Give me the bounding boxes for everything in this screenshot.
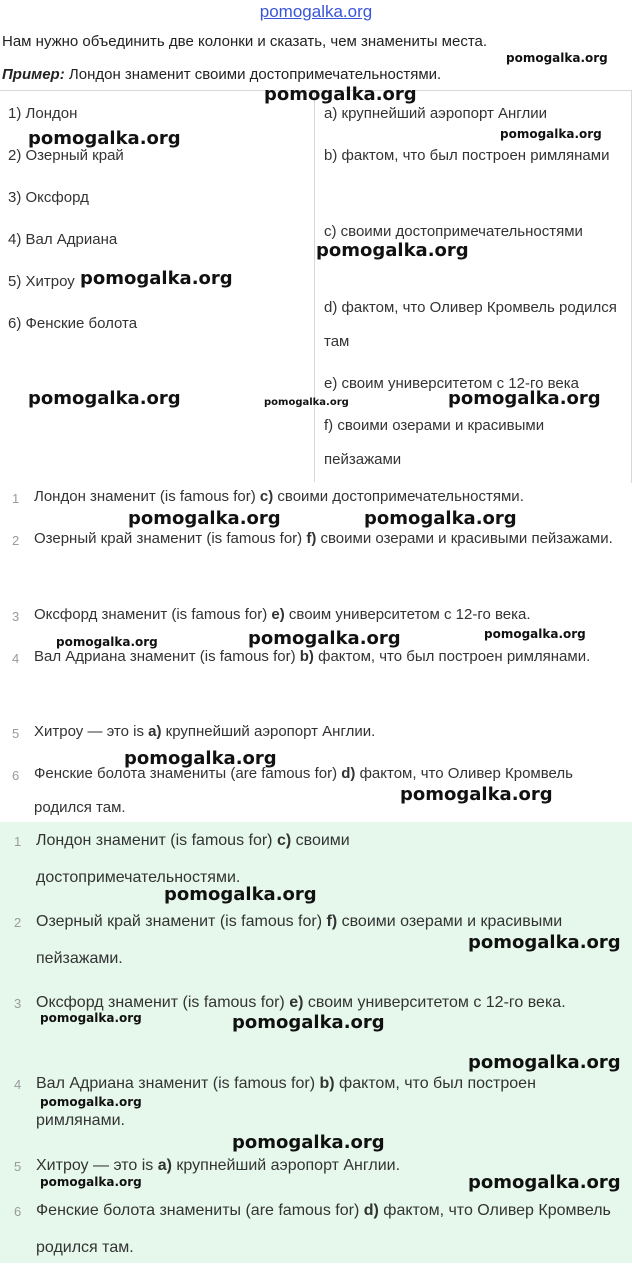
fame-item: а) крупнейший аэропорт Англии bbox=[324, 105, 547, 122]
place-item: 2) Озерный край bbox=[8, 147, 124, 164]
place-item: 1) Лондон bbox=[8, 105, 78, 122]
answer-number: 1 bbox=[12, 491, 20, 506]
answer-text: Озерный край знаменит (is famous for) f) своими озерами и красивыми пейзажами. bbox=[36, 913, 563, 967]
fame-item: d) фактом, что Оливер Кромвель родился там bbox=[324, 299, 617, 350]
watermark: pomogalka.org bbox=[124, 748, 277, 769]
watermark: pomogalka.org bbox=[484, 627, 586, 641]
watermark: pomogalka.org bbox=[80, 268, 233, 289]
answer-number: 3 bbox=[14, 996, 22, 1011]
watermark: pomogalka.org bbox=[28, 388, 181, 409]
watermark: pomogalka.org bbox=[468, 1172, 621, 1193]
watermark: pomogalka.org bbox=[448, 388, 601, 409]
watermark: pomogalka.org bbox=[364, 508, 517, 529]
answer-number: 3 bbox=[12, 609, 20, 624]
fame-item: с) своими достопримечательностями bbox=[324, 223, 583, 240]
answer-number: 4 bbox=[14, 1077, 22, 1092]
answer-text: Озерный край знаменит (is famous for) f) своими озерами и красивыми пейзажами. bbox=[34, 530, 613, 547]
watermark: pomogalka.org bbox=[232, 1132, 385, 1153]
answer-text: Фенские болота знамениты (are famous for) d) фактом, что Оливер Кромвель родился там. bbox=[36, 1202, 611, 1256]
answer-text: Оксфорд знаменит (is famous for) e) своим университетом с 12-го века. bbox=[34, 606, 531, 623]
watermark: pomogalka.org bbox=[264, 84, 417, 105]
answer-number: 1 bbox=[14, 834, 22, 849]
answer-text: Хитроу — это is a) крупнейший аэропорт Англии. bbox=[34, 723, 376, 740]
watermark: pomogalka.org bbox=[264, 397, 349, 408]
watermark: pomogalka.org bbox=[164, 884, 317, 905]
watermark: pomogalka.org bbox=[56, 635, 158, 649]
watermark: pomogalka.org bbox=[316, 240, 469, 261]
place-item: 3) Оксфорд bbox=[8, 189, 89, 206]
place-item: 5) Хитроу bbox=[8, 273, 75, 290]
answer-number: 2 bbox=[14, 915, 22, 930]
watermark: pomogalka.org bbox=[506, 51, 608, 65]
answer-text: Фенские болота знамениты (are famous for) d) фактом, что Оливер Кромвель родился там. bbox=[34, 765, 573, 816]
watermark: pomogalka.org bbox=[28, 128, 181, 149]
task-instruction: Нам нужно объединить две колонки и сказать, чем знамениты места. bbox=[2, 33, 488, 50]
answer-text: Лондон знаменит (is famous for) c) своими достопримечательностями. bbox=[34, 488, 524, 505]
watermark: pomogalka.org bbox=[40, 1011, 142, 1025]
watermark: pomogalka.org bbox=[468, 1052, 621, 1073]
watermark: pomogalka.org bbox=[400, 784, 553, 805]
answer-number: 6 bbox=[14, 1204, 22, 1219]
answer-number: 6 bbox=[12, 768, 20, 783]
table-divider bbox=[314, 90, 315, 482]
watermark: pomogalka.org bbox=[40, 1175, 142, 1189]
fame-item: b) фактом, что был построен римлянами bbox=[324, 147, 610, 164]
watermark: pomogalka.org bbox=[128, 508, 281, 529]
watermark: pomogalka.org bbox=[40, 1095, 142, 1109]
site-header-link[interactable]: pomogalka.org bbox=[259, 2, 373, 21]
watermark: pomogalka.org bbox=[248, 628, 401, 649]
answer-text: Оксфорд знаменит (is famous for) e) своим университетом с 12-го века. bbox=[36, 994, 566, 1011]
table-right-column bbox=[324, 97, 624, 477]
answer-text: Лондон знаменит (is famous for) c) своими достопримечательностями. bbox=[36, 832, 350, 886]
place-item: 4) Вал Адриана bbox=[8, 231, 118, 248]
answer-number: 4 bbox=[12, 651, 20, 666]
fame-item: е) своим университетом с 12-го века bbox=[324, 375, 579, 392]
example-text: Лондон знаменит своими достопримечательностями. bbox=[64, 66, 442, 83]
example-line bbox=[2, 66, 441, 83]
answer-text: Хитроу — это is a) крупнейший аэропорт Англии. bbox=[36, 1157, 401, 1174]
answer-text: Вал Адриана знаменит (is famous for) b) фактом, что был построен римлянами. bbox=[36, 1075, 536, 1129]
answer-number: 5 bbox=[14, 1159, 22, 1174]
answer-number: 2 bbox=[12, 533, 20, 548]
watermark: pomogalka.org bbox=[232, 1012, 385, 1033]
answer-number: 5 bbox=[12, 726, 20, 741]
example-label: Пример: bbox=[2, 66, 65, 83]
fame-item: f) своими озерами и красивыми пейзажами bbox=[324, 417, 545, 468]
answer-text: Вал Адриана знаменит (is famous for) b) фактом, что был построен римлянами. bbox=[34, 648, 591, 665]
watermark: pomogalka.org bbox=[468, 932, 621, 953]
place-item: 6) Фенские болота bbox=[8, 315, 138, 332]
watermark: pomogalka.org bbox=[500, 127, 602, 141]
